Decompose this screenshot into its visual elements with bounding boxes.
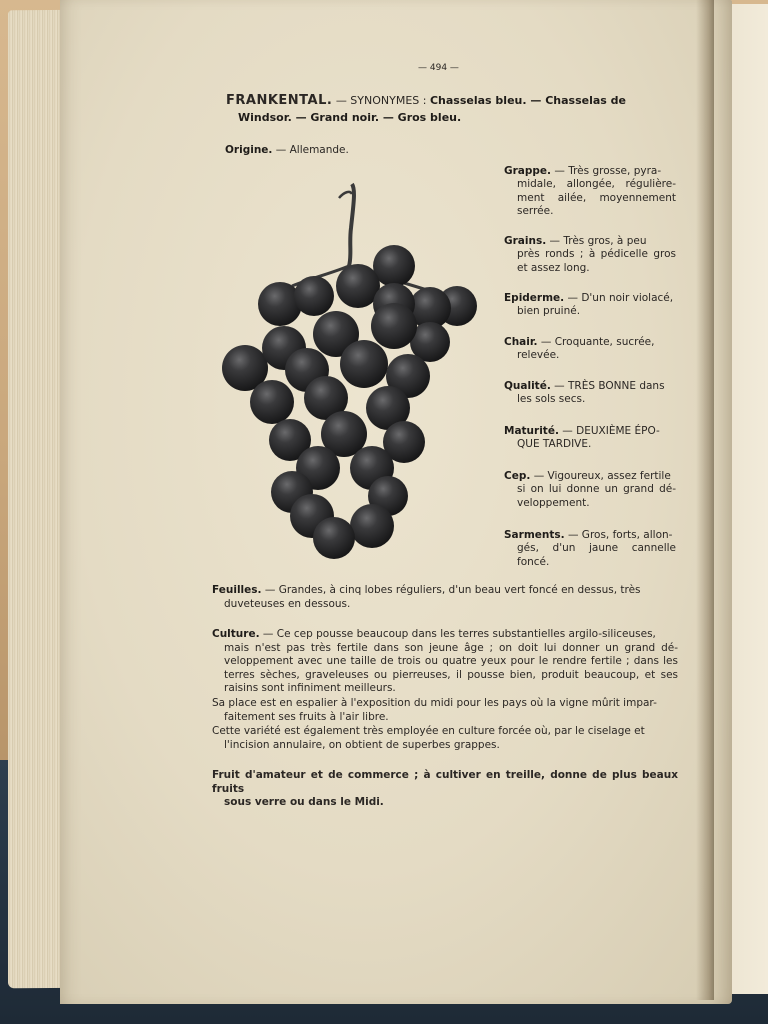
entry-label: Chair. bbox=[504, 336, 538, 348]
entry-epiderme bbox=[504, 292, 676, 319]
paragraph-first-line: Sa place est en espalier à l'exposition du midi pour les pays où la vigne mûrit impar- bbox=[212, 697, 657, 709]
entry-qualite bbox=[504, 380, 676, 407]
variety-title: FRANKENTAL. bbox=[226, 93, 333, 108]
entry-rest: près ronds ; à pédicelle gros et assez long. bbox=[517, 248, 676, 274]
entry-rest: midale, allongée, régulière-ment ailée, moyennement serrée. bbox=[517, 178, 676, 218]
stem bbox=[349, 184, 354, 266]
entry-first: — DEUXIÈME ÉPO- bbox=[562, 425, 660, 437]
paragraph-culture bbox=[212, 628, 678, 696]
origin-label: Origine. bbox=[225, 144, 273, 156]
synonyms-part1: Chasselas bleu. — Chasselas de bbox=[429, 94, 626, 107]
paragraph-label: Feuilles. bbox=[212, 584, 262, 596]
paragraph-label: Culture. bbox=[212, 628, 260, 640]
paragraph-first-line: — Ce cep pousse beaucoup dans les terres substantielles argilo-siliceuses, bbox=[262, 628, 656, 640]
entry-rest: gés, d'un jaune cannelle foncé. bbox=[517, 542, 676, 568]
entry-rest: relevée. bbox=[517, 349, 560, 362]
entry-chair bbox=[504, 336, 676, 363]
entry-first: — Vigoureux, assez fertile bbox=[533, 470, 671, 482]
entry-first: — TRÈS BONNE dans bbox=[554, 380, 665, 392]
entry-grains bbox=[504, 235, 676, 275]
entry-label: Sarments. bbox=[504, 529, 565, 541]
entry-first: — Très grosse, pyra- bbox=[554, 165, 662, 177]
entry-sarments bbox=[504, 529, 676, 569]
gutter-shadow bbox=[696, 0, 714, 1000]
paragraph-first-line: — Grandes, à cinq lobes réguliers, d'un beau vert foncé en dessus, très bbox=[264, 584, 641, 596]
entry-label: Grains. bbox=[504, 235, 547, 247]
paragraph-first-line: Fruit d'amateur et de commerce ; à cultiver en treille, donne de plus beaux fruits bbox=[212, 769, 678, 795]
entry-rest: QUE TARDIVE. bbox=[517, 438, 592, 451]
origin-line bbox=[225, 144, 349, 157]
entry-grappe bbox=[504, 165, 676, 219]
synonyms-part2: Windsor. — Grand noir. — Gros bleu. bbox=[238, 111, 462, 124]
entry-label: Grappe. bbox=[504, 165, 552, 177]
entry-maturite bbox=[504, 425, 676, 452]
entry-label: Qualité. bbox=[504, 380, 551, 392]
paragraph-rest: duveteuses en dessous. bbox=[224, 597, 351, 610]
grape-berries bbox=[222, 245, 477, 559]
paragraph-variete bbox=[212, 725, 678, 752]
page-number: — 494 — bbox=[418, 63, 459, 73]
paragraph-feuilles bbox=[212, 584, 678, 611]
variety-heading bbox=[226, 94, 676, 107]
paragraph-rest: l'incision annulaire, on obtient de superbes grappes. bbox=[224, 738, 500, 751]
entry-first: — Très gros, à peu bbox=[549, 235, 647, 247]
entry-label: Cep. bbox=[504, 470, 531, 482]
origin-text: — Allemande. bbox=[275, 144, 349, 156]
entry-first: — D'un noir violacé, bbox=[567, 292, 674, 304]
entry-label: Epiderme. bbox=[504, 292, 565, 304]
grape-bunch-illustration bbox=[212, 178, 482, 563]
entry-rest: bien pruiné. bbox=[517, 305, 581, 318]
paragraph-first-line: Cette variété est également très employée en culture forcée où, par le ciselage et bbox=[212, 725, 645, 737]
entry-label: Maturité. bbox=[504, 425, 559, 437]
paragraph-espalier bbox=[212, 697, 678, 724]
paragraph-rest: sous verre ou dans le Midi. bbox=[224, 796, 384, 809]
paragraph-rest: faitement ses fruits à l'air libre. bbox=[224, 710, 389, 723]
entry-cep bbox=[504, 470, 676, 510]
synonyms-label: — SYNONYMES : bbox=[335, 94, 427, 107]
entry-first: — Gros, forts, allon- bbox=[567, 529, 673, 541]
paragraph-fruit bbox=[212, 769, 678, 810]
paragraph-rest: mais n'est pas très fertile dans son jeune âge ; on doit lui donner un grand dé-veloppement avec une taille de trois ou quatre yeux pour le rendre fertile ; dans les terres sèches, graveleuses ou pierreuses, il pousse bien, produit beaucoup, et ses raisins sont infiniment meilleurs. bbox=[224, 641, 678, 695]
entry-rest: si on lui donne un grand dé-veloppement. bbox=[517, 483, 676, 509]
entry-first: — Croquante, sucrée, bbox=[540, 336, 655, 348]
entry-rest: les sols secs. bbox=[517, 393, 586, 406]
